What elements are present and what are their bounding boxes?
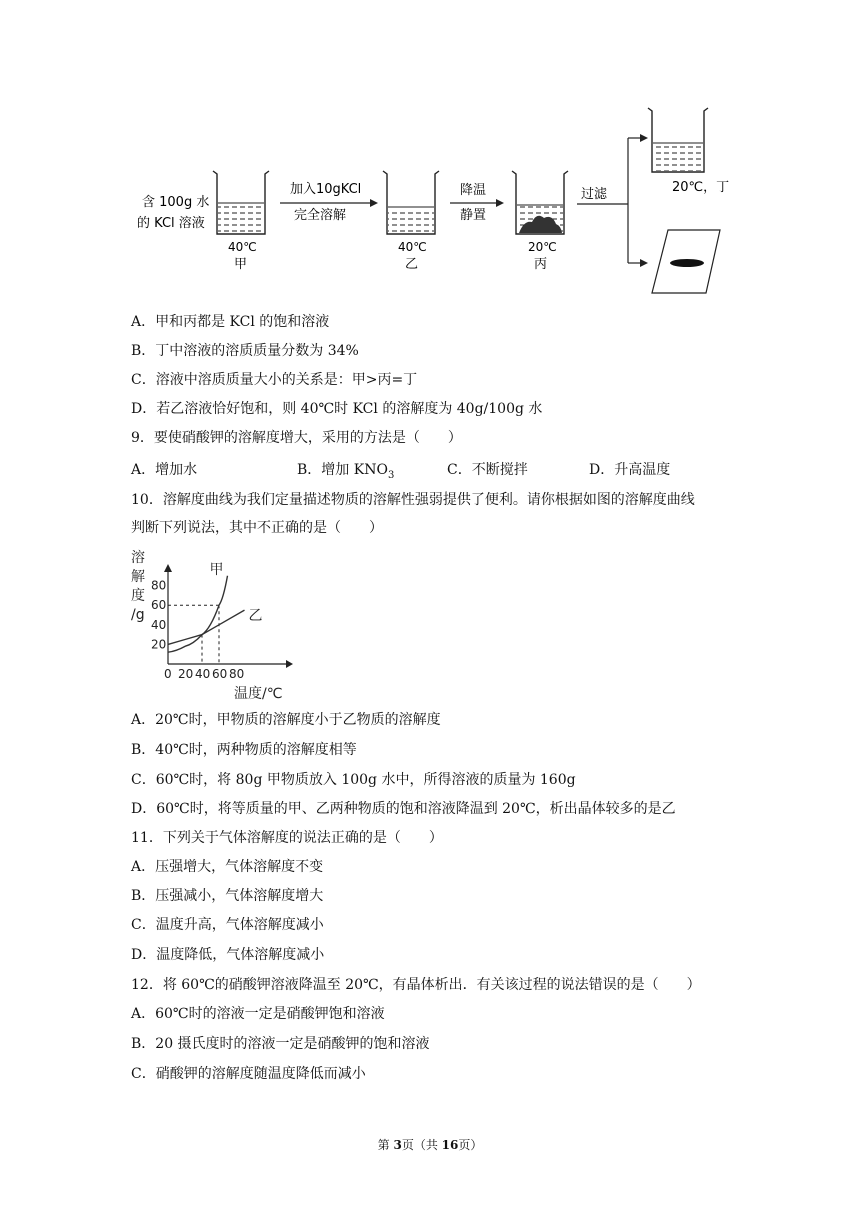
series-label: 乙 — [248, 608, 263, 625]
q9-option-a: A．增加水 — [131, 462, 198, 478]
left-label-2: 的 KCl 溶液 — [137, 216, 205, 231]
q10-stem-line2: 判断下列说法，其中不正确的是（ ） — [131, 520, 383, 536]
q9-options — [131, 460, 670, 486]
page-total: 16 — [441, 1138, 459, 1152]
q12-option-c: C．硝酸钾的溶解度随温度降低而减小 — [131, 1066, 366, 1082]
y-axis-label-char: 溶 — [131, 550, 145, 566]
q9-option-c: C．不断搅拌 — [447, 462, 528, 478]
q10-option-d: D．60℃时，将等质量的甲、乙两种物质的饱和溶液降温到 20℃，析出晶体较多的是乙 — [131, 801, 676, 817]
y-axis-arrow — [164, 564, 172, 572]
q11-option-b: B．压强减小，气体溶解度增大 — [131, 888, 324, 904]
page-footer: 第 3页（共 16页） — [377, 1138, 483, 1152]
beaker-ding-label: 20℃，丁 — [672, 180, 730, 195]
x-axis-arrow — [286, 660, 293, 668]
beaker-yi-temp: 40℃ — [398, 240, 427, 254]
y-axis-label-char: /g — [131, 607, 145, 623]
q9-option-b: B．增加 $KNO_3$ — [297, 462, 395, 481]
process-diagram — [0, 0, 860, 300]
q10-option-c: C．60℃时，将 80g 甲物质放入 100g 水中，所得溶液的质量为 160g — [131, 772, 576, 788]
beaker-ding — [648, 108, 708, 172]
q9-option-d: D．升高温度 — [589, 462, 671, 478]
x-tick-label: 80 — [229, 667, 245, 681]
filter-residue — [670, 259, 704, 267]
q11-option-d: D．温度降低，气体溶解度减小 — [131, 947, 325, 963]
q10-option-a: A．20℃时，甲物质的溶解度小于乙物质的溶解度 — [131, 712, 441, 728]
beaker-bing-name: 丙 — [534, 257, 548, 272]
beaker-jia — [213, 171, 269, 234]
y-axis-label-char: 解 — [131, 569, 145, 585]
x-tick-label: 60 — [212, 667, 228, 681]
q11-option-c: C．温度升高，气体溶解度减小 — [131, 917, 324, 933]
x-tick-label: 40 — [195, 667, 211, 681]
y-axis-label-char: 度 — [131, 588, 145, 604]
y-tick-label: 20 — [151, 637, 167, 652]
y-tick-label: 80 — [151, 578, 167, 593]
step2-bottom: 静置 — [460, 208, 487, 223]
page-number: 3 — [393, 1138, 402, 1152]
series-label: 甲 — [209, 561, 224, 578]
q12-option-a: A．60℃时的溶液一定是硝酸钾饱和溶液 — [131, 1006, 385, 1022]
x-tick-label: 20 — [178, 667, 194, 681]
step3-top: 过滤 — [581, 187, 608, 202]
step1-bottom: 完全溶解 — [294, 208, 347, 223]
step2-top: 降温 — [460, 183, 487, 198]
q8-option-c: C．溶液中溶质质量大小的关系是：甲>丙=丁 — [131, 372, 418, 388]
q8-option-a: A．甲和丙都是 KCl 的饱和溶液 — [131, 314, 330, 330]
y-tick-label: 40 — [151, 617, 167, 632]
beaker-yi-name: 乙 — [405, 257, 419, 272]
beaker-bing-temp: 20℃ — [528, 240, 557, 254]
x-tick-label: 0 — [164, 667, 172, 681]
q8-option-d: D．若乙溶液恰好饱和，则 40℃时 KCl 的溶解度为 40g/100g 水 — [131, 401, 543, 417]
q10-stem-line1: 10．溶解度曲线为我们定量描述物质的溶解性强弱提供了便利。请你根据如图的溶解度曲线 — [131, 492, 695, 508]
beaker-jia-temp: 40℃ — [228, 240, 257, 254]
solubility-chart — [128, 548, 298, 708]
q10-option-b: B．40℃时，两种物质的溶解度相等 — [131, 742, 357, 758]
beaker-yi — [383, 171, 439, 234]
q8-option-b: B．丁中溶液的溶质质量分数为 34% — [131, 343, 359, 359]
q11-option-a: A．压强增大，气体溶解度不变 — [131, 859, 324, 875]
q12-stem: 12．将 60℃的硝酸钾溶液降温至 20℃，有晶体析出．有关该过程的说法错误的是（ ） — [131, 977, 701, 993]
step1-top: 加入10gKCl — [290, 182, 362, 197]
q12-option-b: B．20 摄氏度时的溶液一定是硝酸钾的饱和溶液 — [131, 1036, 430, 1052]
left-label-1: 含 100g 水 — [142, 195, 210, 210]
q9-stem: 9．要使硝酸钾的溶解度增大，采用的方法是（ ） — [131, 430, 462, 446]
series-line-yi — [168, 610, 245, 644]
beaker-bing — [512, 171, 568, 234]
y-tick-label: 60 — [151, 598, 167, 613]
q11-stem: 11．下列关于气体溶解度的说法正确的是（ ） — [131, 830, 443, 846]
beaker-jia-name: 甲 — [234, 257, 248, 272]
x-axis-label: 温度/℃ — [234, 686, 283, 702]
